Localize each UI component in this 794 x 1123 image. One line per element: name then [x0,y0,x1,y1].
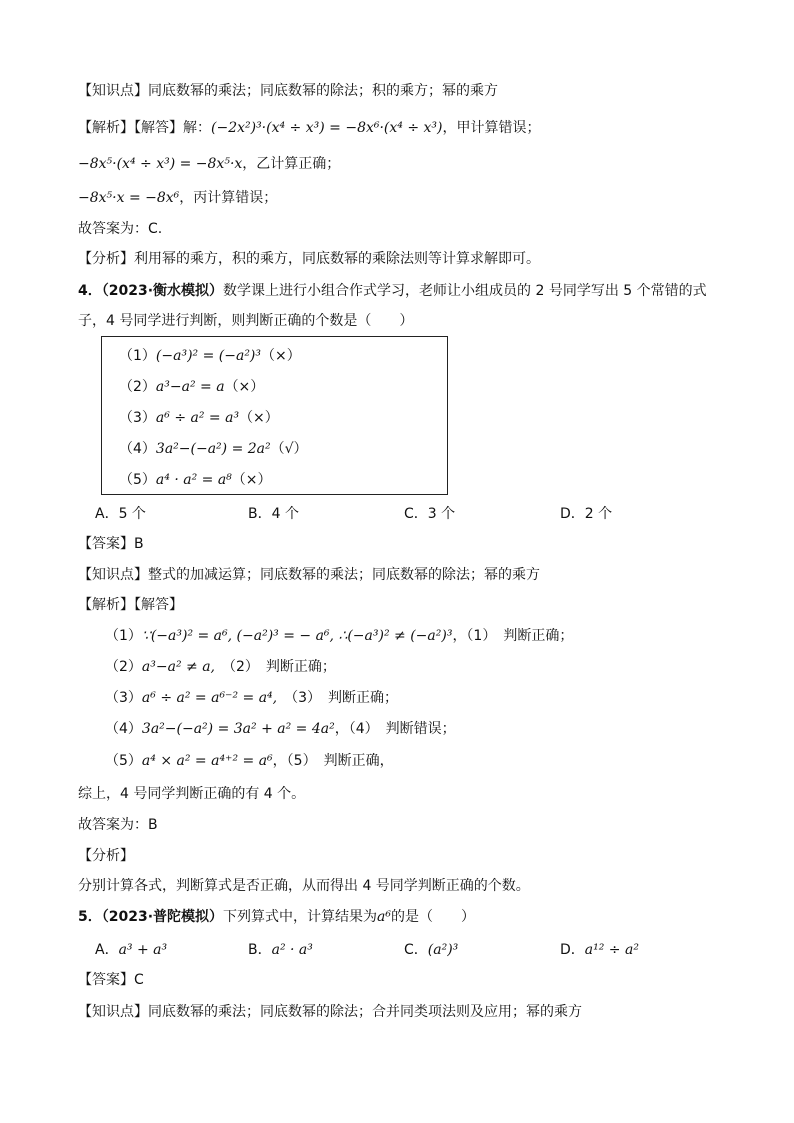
question-number: 5． [78,909,102,925]
question-stem: 下列算式中，计算结果为 [223,909,378,925]
step-label: （3） [105,690,142,706]
q4-knowledge-line [78,566,540,584]
q4-analysis-tag: 【解析】【解答】 [78,597,183,613]
row-label: （2） [119,379,156,395]
row-mark: （×） [231,472,272,488]
math-expression: ∵(−a³)² = a⁶, (−a²)³ = − a⁶, ∴(−a³)² ≠ (−a²)³ [141,628,453,644]
question-stem: 数学课上进行小组合作式学习，老师让小组成员的 2 号同学写出 5 个常错的式 [223,283,707,299]
math-expression: a⁶ [377,909,392,925]
step-label: （4） [105,721,142,737]
box-row [119,376,264,396]
step-text: ，（1） 判断正确； [452,628,574,644]
math-expression: a⁴ · a² = a⁸ [155,472,232,488]
math-expression: a³−a² ≠ a, [141,659,215,675]
math-expression: (−2x²)³·(x⁴ ÷ x³) = −8x⁶·(x⁴ ÷ x³) [211,120,443,136]
solution-text: ，甲计算错误； [442,120,541,136]
math-expression: −8x⁵·x = −8x⁶ [78,190,180,206]
box-row [119,407,279,427]
step-label: （5） [105,753,142,769]
q4-step [105,720,456,738]
q3-knowledge-line [78,82,498,100]
math-expression: a⁶ ÷ a² = a⁶⁻² = a⁴, [141,690,278,706]
knowledge-text: 同底数幂的乘法；同底数幂的除法；积的乘方；幂的乘方 [148,83,498,99]
option-label: B． [248,942,272,958]
q4-step [105,689,398,707]
q3-analysis-line-3 [78,189,277,207]
math-expression: a³−a² = a [155,379,225,395]
knowledge-text: 同底数幂的乘法；同底数幂的除法；合并同类项法则及应用；幂的乘方 [148,1004,582,1020]
math-expression: a² · a³ [271,942,313,958]
q4-step [105,752,394,770]
analysis-tag: 【解析】【解答】 [78,120,183,136]
box-row [119,438,308,458]
answer-value: B [134,536,144,552]
math-expression: (−a³)² = (−a²)³ [155,348,262,364]
q3-answer-line: 故答案为：C. [78,221,163,237]
q5-knowledge-line [78,1003,582,1021]
question-number: 4． [78,283,102,299]
row-label: （1） [119,348,156,364]
math-expression: a¹² ÷ a² [584,942,639,958]
box-row [119,345,301,365]
option-a[interactable] [95,939,167,959]
step-text: （3） 判断正确； [277,690,399,706]
q4-stem-line-2: 子，4 号同学进行判断，则判断正确的个数是（ ） [78,313,414,329]
row-mark: （√） [270,441,308,457]
row-label: （3） [119,410,156,426]
q4-explain-tag: 【分析】 [78,848,134,864]
q4-summary: 综上，4 号同学判断正确的有 4 个。 [78,786,306,802]
question-source: （2023·衡水模拟） [101,283,224,299]
solution-text: ，乙计算正确； [242,156,341,172]
expression-box [101,336,448,495]
step-label: （2） [105,659,142,675]
step-text: （2） 判断正确； [215,659,336,675]
question-stem-end: 的是（ ） [391,909,476,925]
option-label: D． [560,942,585,958]
option-d[interactable]: D．2 个 [560,506,613,522]
row-label: （5） [119,472,156,488]
explain-tag: 【分析】 [78,251,134,267]
box-row [119,469,272,489]
q4-explain-text: 分别计算各式，判断算式是否正确，从而得出 4 号同学判断正确的个数。 [78,878,530,894]
q5-answer-line [78,971,144,989]
row-mark: （×） [239,410,279,426]
q4-answer-line [78,535,144,553]
option-b[interactable] [248,939,313,959]
explain-text: 利用幂的乘方，积的乘方，同底数幂的乘除法则等计算求解即可。 [134,251,540,267]
row-label: （4） [119,441,156,457]
knowledge-text: 整式的加减运算；同底数幂的乘法；同底数幂的除法；幂的乘方 [148,567,540,583]
math-expression: a⁶ ÷ a² = a³ [155,410,240,426]
q3-analysis-line-1 [78,119,541,137]
knowledge-tag: 【知识点】 [78,567,148,583]
solution-prefix: 解： [183,120,211,136]
answer-value: C [134,972,144,988]
row-mark: （×） [261,348,301,364]
math-expression: (a²)³ [427,942,459,958]
option-c[interactable] [404,939,458,959]
step-text: ，（4） 判断错误； [334,721,456,737]
answer-tag: 【答案】 [78,536,134,552]
option-label: C． [404,942,428,958]
option-label: A． [95,942,119,958]
math-expression: 3a²−(−a²) = 3a² + a² = 4a² [141,721,335,737]
row-mark: （×） [224,379,265,395]
q4-stem-line-1 [78,282,707,300]
q3-analysis-line-2 [78,155,340,173]
math-expression: a⁴ × a² = a⁴⁺² = a⁶ [141,753,273,769]
knowledge-tag: 【知识点】 [78,83,148,99]
q4-step [105,627,573,645]
option-b[interactable]: B．4 个 [248,506,299,522]
answer-tag: 【答案】 [78,972,134,988]
q5-stem-line [78,908,475,926]
knowledge-tag: 【知识点】 [78,1004,148,1020]
math-expression: 3a²−(−a²) = 2a² [155,441,271,457]
question-source: （2023·普陀模拟） [101,909,224,925]
q3-explain-line [78,250,540,268]
q4-step [105,658,336,676]
solution-text: ，丙计算错误； [179,190,278,206]
option-c[interactable]: C．3 个 [404,506,456,522]
math-expression: −8x⁵·(x⁴ ÷ x³) = −8x⁵·x [78,156,243,172]
q4-answer-statement: 故答案为：B [78,817,158,833]
step-text: ，（5） 判断正确， [272,753,394,769]
math-expression: a³ + a³ [118,942,168,958]
step-label: （1） [105,628,142,644]
option-a[interactable]: A．5 个 [95,506,146,522]
option-d[interactable] [560,939,639,959]
